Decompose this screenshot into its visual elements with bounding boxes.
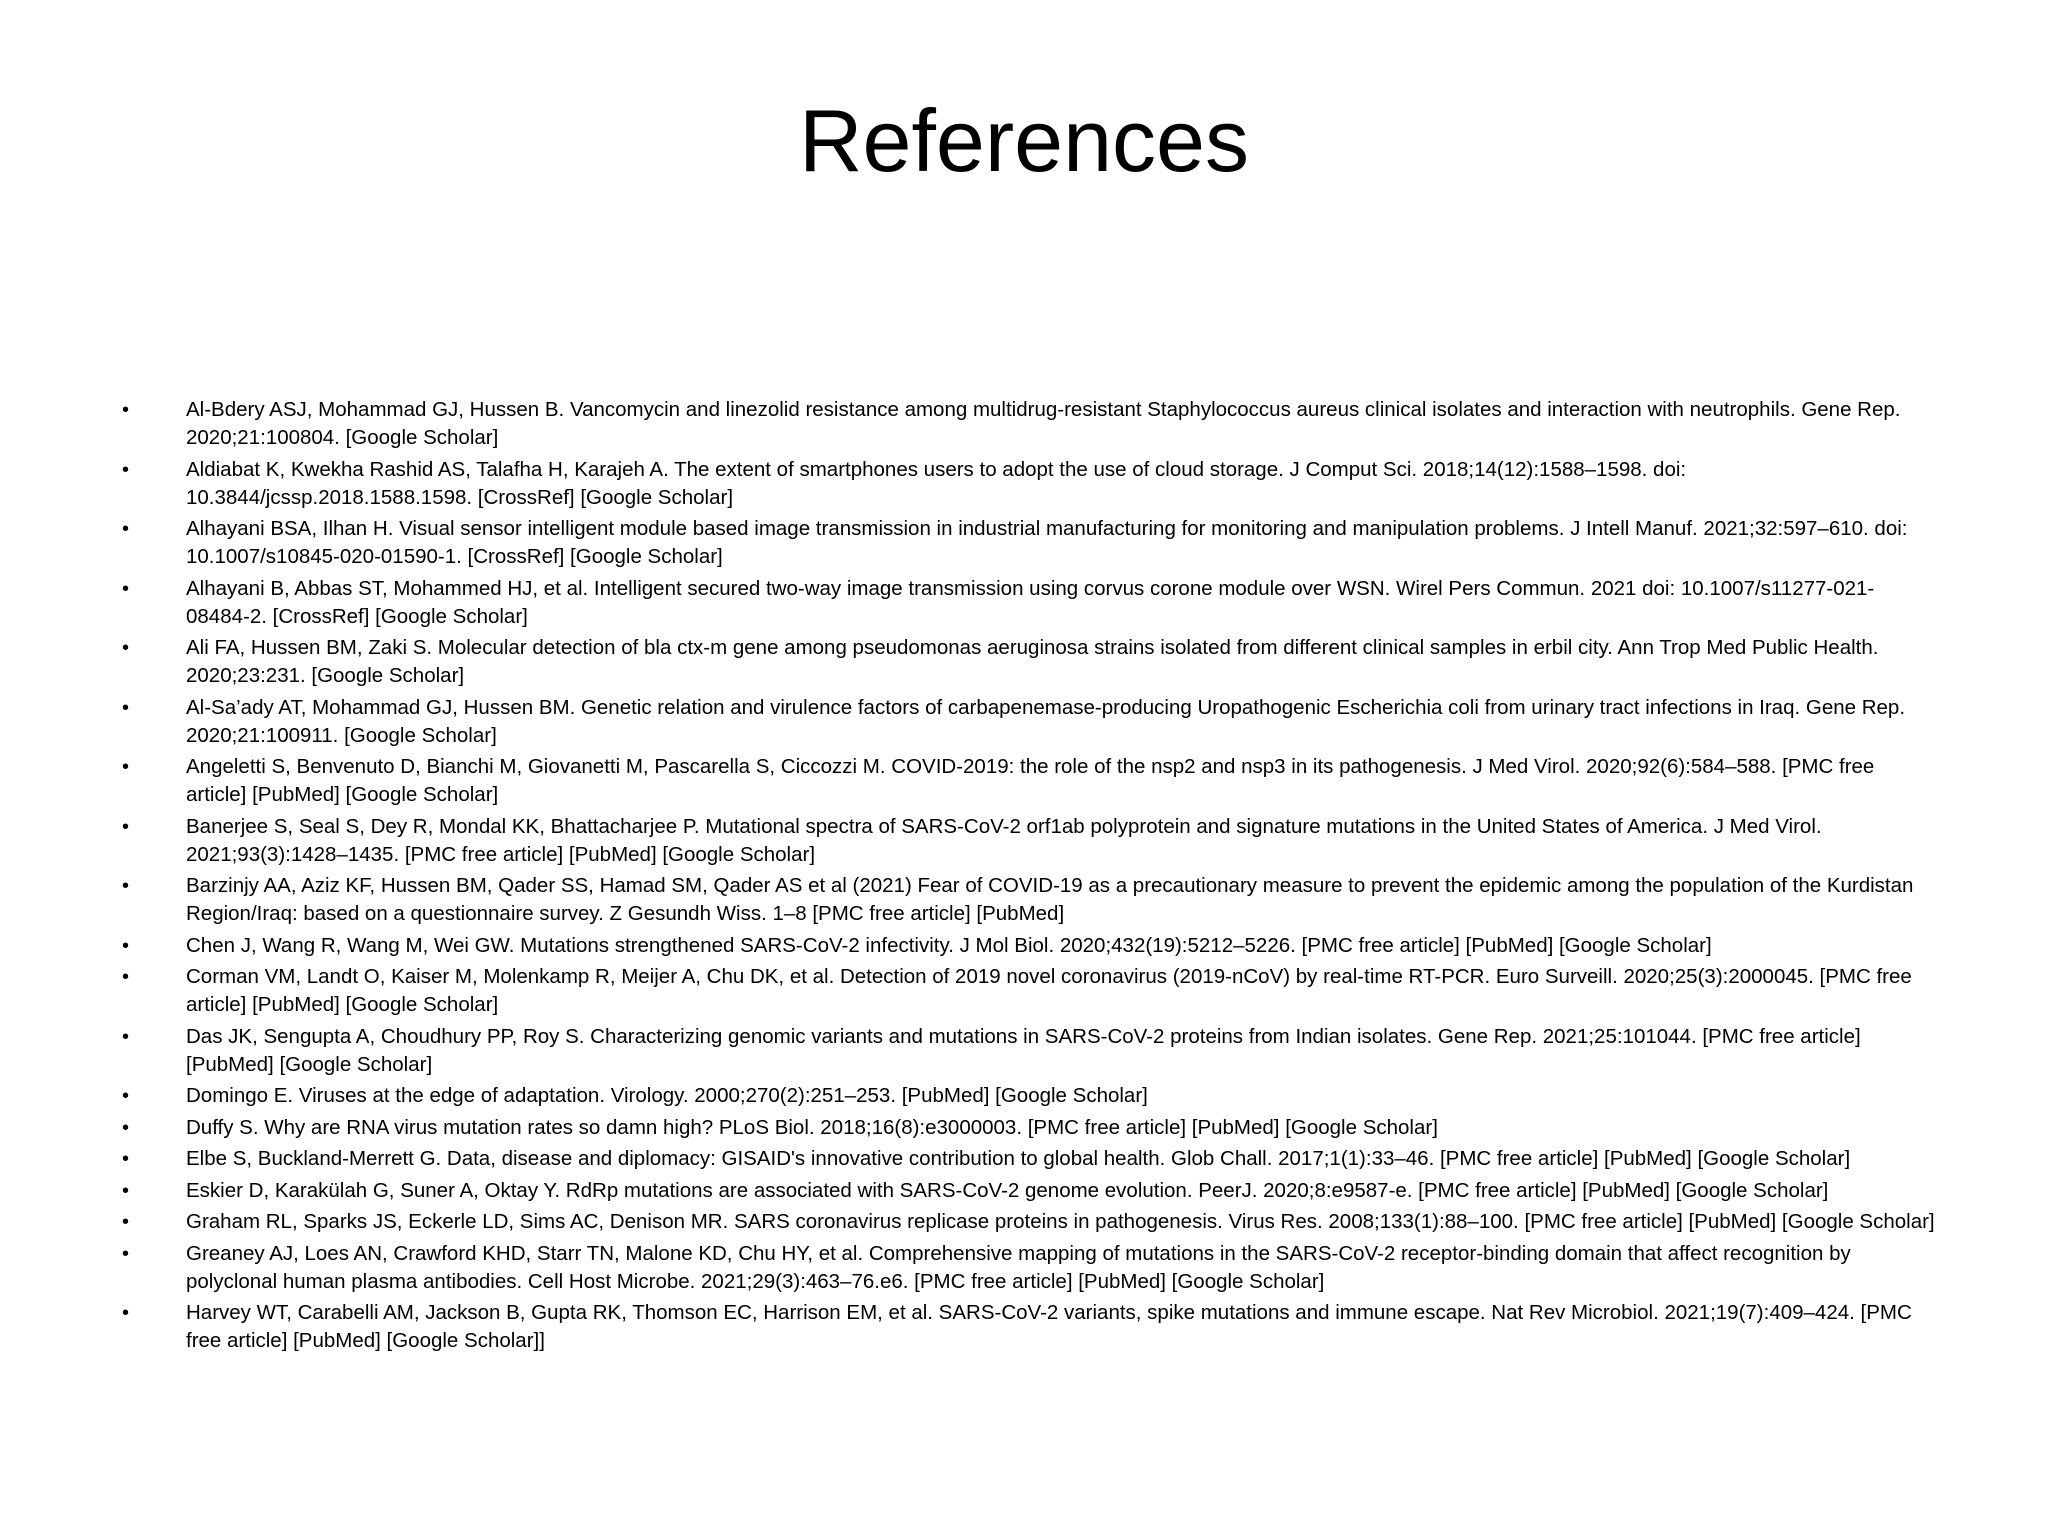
reference-item (118, 1023, 1938, 1079)
reference-text: Harvey WT, Carabelli AM, Jackson B, Gupta RK, Thomson EC, Harrison EM, et al. SARS-CoV-2 variants, spike mutations and immune escape. Nat Rev Microbiol. 2021;19(7):409–424. [PMC free article] [PubMed] [Google Scholar]] (186, 1301, 1912, 1352)
reference-item (118, 932, 1938, 960)
reference-item (118, 575, 1938, 631)
slide-title: References (798, 91, 1249, 190)
reference-text: Ali FA, Hussen BM, Zaki S. Molecular detection of bla ctx-m gene among pseudomonas aeruginosa strains isolated from different clinical samples in erbil city. Ann Trop Med Public Health. 2020;23:231. [Google Scholar] (186, 636, 1879, 687)
reference-text: Corman VM, Landt O, Kaiser M, Molenkamp R, Meijer A, Chu DK, et al. Detection of 2019 novel coronavirus (2019-nCoV) by real-time RT-PCR. Euro Surveill. 2020;25(3):2000045. [PMC free article] [PubMed] [Google Scholar] (186, 965, 1912, 1016)
reference-text: Angeletti S, Benvenuto D, Bianchi M, Giovanetti M, Pascarella S, Ciccozzi M. COVID-2019: the role of the nsp2 and nsp3 in its pathogenesis. J Med Virol. 2020;92(6):584–588. [PMC free article] [PubMed] [Google Scholar] (186, 755, 1875, 806)
reference-text: Chen J, Wang R, Wang M, Wei GW. Mutations strengthened SARS-CoV-2 infectivity. J Mol Biol. 2020;432(19):5212–5226. [PMC free article] [PubMed] [Google Scholar] (186, 933, 1712, 957)
reference-text: Domingo E. Viruses at the edge of adaptation. Virology. 2000;270(2):251–253. [PubMed] [Google Scholar] (186, 1084, 1148, 1107)
bullet-icon: • (122, 1025, 130, 1048)
bullet-icon: • (122, 1302, 130, 1324)
reference-item (118, 1240, 1938, 1296)
bullet-icon: • (122, 1148, 130, 1170)
reference-item (118, 872, 1938, 928)
bullet-icon: • (122, 637, 130, 659)
bullet-icon: • (122, 815, 130, 838)
reference-item (118, 1082, 1938, 1110)
reference-text: Elbe S, Buckland-Merrett G. Data, disease and diplomacy: GISAID's innovative contribution to global health. Glob Chall. 2017;1(1):33–46. [PMC free article] [PubMed] [Google Scholar] (186, 1147, 1851, 1170)
bullet-icon: • (122, 1085, 130, 1107)
reference-text: Aldiabat K, Kwekha Rashid AS, Talafha H, Karajeh A. The extent of smartphones users to adopt the use of cloud storage. J Comput Sci. 2018;14(12):1588–1598. doi: 10.3844/jcssp.2018.1588.1598. [CrossRef] [Google Scholar] (186, 457, 1687, 509)
bullet-icon: • (122, 1179, 130, 1202)
reference-text: Alhayani B, Abbas ST, Mohammed HJ, et al. Intelligent secured two-way image transmission using corvus corone module over WSN. Wirel Pers Commun. 2021 doi: 10.1007/s11277-021-08484-2. [CrossRef] [Google Scholar] (186, 576, 1875, 628)
bullet-icon: • (122, 875, 130, 897)
reference-item (118, 634, 1938, 690)
reference-item (118, 963, 1938, 1019)
reference-text: Das JK, Sengupta A, Choudhury PP, Roy S. Characterizing genomic variants and mutations in SARS-CoV-2 proteins from Indian isolates. Gene Rep. 2021;25:101044. [PMC free article] [PubMed] [Google Scholar] (186, 1024, 1861, 1076)
bullet-icon: • (122, 966, 130, 988)
bullet-icon: • (122, 399, 130, 421)
reference-item (118, 1114, 1938, 1142)
reference-text: Greaney AJ, Loes AN, Crawford KHD, Starr TN, Malone KD, Chu HY, et al. Comprehensive mapping of mutations in the SARS-CoV-2 receptor-binding domain that affect recognition by polyclonal human plasma antibodies. Cell Host Microbe. 2021;29(3):463–76.e6. [PMC free article] [PubMed] [Google Scholar] (186, 1241, 1851, 1293)
bullet-icon: • (122, 756, 130, 778)
reference-text: Alhayani BSA, Ilhan H. Visual sensor intelligent module based image transmission in industrial manufacturing for monitoring and manipulation problems. J Intell Manuf. 2021;32:597–610. doi: 10.1007/s10845-020-01590-1. [CrossRef] [Google Scholar] (186, 517, 1908, 568)
reference-text: Eskier D, Karakülah G, Suner A, Oktay Y. RdRp mutations are associated with SARS-CoV-2 genome evolution. PeerJ. 2020;8:e9587-e. [PMC free article] [PubMed] [Google Scholar] (186, 1178, 1829, 1202)
bullet-icon: • (122, 696, 130, 719)
bullet-icon: • (122, 1116, 130, 1139)
reference-text: Barzinjy AA, Aziz KF, Hussen BM, Qader SS, Hamad SM, Qader AS et al (2021) Fear of COVID-19 as a precautionary measure to prevent the epidemic among the population of the Kurdistan Region/Iraq: based on a questionnaire survey. Z Gesundh Wiss. 1–8 [PMC free article] [PubMed] (186, 874, 1914, 925)
reference-item (118, 813, 1938, 869)
reference-item (118, 456, 1938, 512)
reference-text: Graham RL, Sparks JS, Eckerle LD, Sims AC, Denison MR. SARS coronavirus replicase proteins in pathogenesis. Virus Res. 2008;133(1):88–100. [PMC free article] [PubMed] [Google Scholar] (186, 1210, 1935, 1233)
reference-text: Al-Bdery ASJ, Mohammad GJ, Hussen B. Vancomycin and linezolid resistance among multidrug-resistant Staphylococcus aureus clinical isolates and interaction with neutrophils. Gene Rep. 2020;21:100804. [Google Scholar] (186, 398, 1901, 449)
reference-list (118, 396, 1938, 1359)
reference-text: Duffy S. Why are RNA virus mutation rates so damn high? PLoS Biol. 2018;16(8):e3000003. [PMC free article] [PubMed] [Google Scholar] (186, 1115, 1438, 1139)
reference-text: Al-Sa’ady AT, Mohammad GJ, Hussen BM. Genetic relation and virulence factors of carbapenemase-producing Uropathogenic Escherichia coli from urinary tract infections in Iraq. Gene Rep. 2020;21:100911. [Google Scholar] (186, 695, 1906, 747)
reference-item (118, 753, 1938, 809)
bullet-icon: • (122, 577, 130, 600)
reference-item (118, 1177, 1938, 1205)
reference-item (118, 694, 1938, 750)
reference-item (118, 515, 1938, 571)
bullet-icon: • (122, 934, 130, 957)
reference-text: Banerjee S, Seal S, Dey R, Mondal KK, Bhattacharjee P. Mutational spectra of SARS-CoV-2 orf1ab polyprotein and signature mutations in the United States of America. J Med Virol. 2021;93(3):1428–1435. [PMC free article] [PubMed] [Google Scholar] (186, 814, 1822, 866)
reference-item (118, 1145, 1938, 1173)
reference-item (118, 396, 1938, 452)
reference-item (118, 1208, 1938, 1236)
bullet-icon: • (122, 1242, 130, 1265)
bullet-icon: • (122, 518, 130, 540)
reference-item (118, 1299, 1938, 1355)
bullet-icon: • (122, 1211, 130, 1233)
bullet-icon: • (122, 458, 130, 481)
